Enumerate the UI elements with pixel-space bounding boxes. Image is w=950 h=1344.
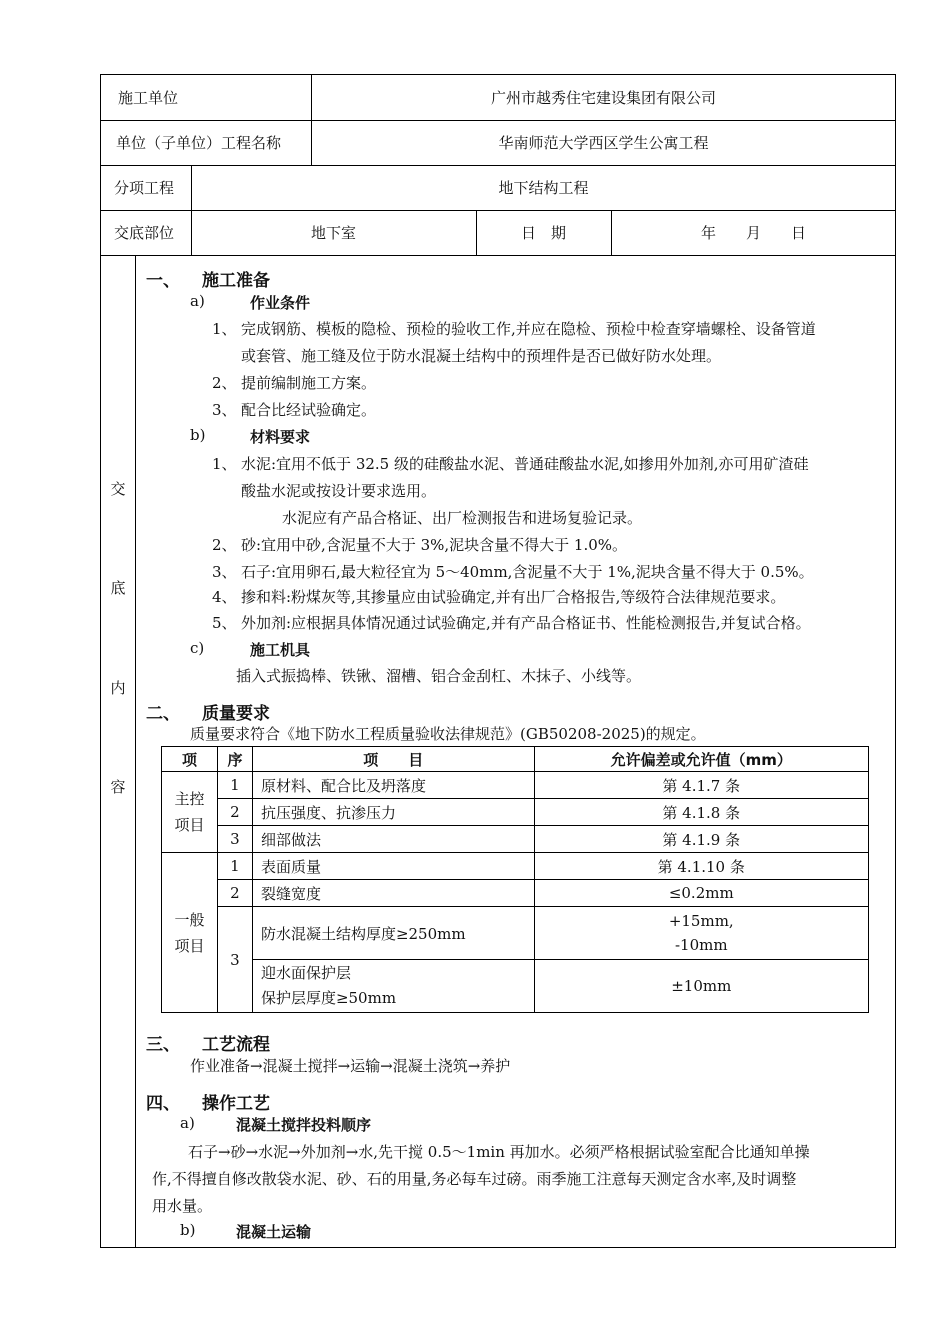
list-number: 3、 [212,563,237,581]
subsection-title: 混凝土运输 [236,1223,312,1241]
value-line: -10mm [674,936,728,954]
group-cell-general: 一般项目 [162,853,218,1013]
table-header-cell: 项 目 [252,747,534,772]
seq-cell: 3 [217,826,252,853]
item-cell: 表面质量 [252,853,534,880]
date-value: 年 月 日 [700,224,806,242]
seq-cell: 3 [217,907,252,1013]
location-label: 交底部位 [114,224,175,242]
side-label-char: 底 [110,579,126,597]
list-number: 1、 [212,455,237,473]
list-item: 完成钢筋、模板的隐检、预检的验收工作,并应在隐检、预检中检查穿墙螺栓、设备管道 [241,320,816,338]
section-number: 三、 [146,1035,180,1055]
seq-cell: 2 [217,799,252,826]
list-item-continuation: 酸盐水泥或按设计要求选用。 [241,482,437,500]
subsection-title: 作业条件 [250,294,311,312]
list-item: 配合比经试验确定。 [241,401,377,419]
subsection-title: 施工机具 [250,641,311,659]
sub-item-value: 地下结构工程 [498,179,589,197]
list-item: 提前编制施工方案。 [241,374,377,392]
location-value: 地下室 [310,224,356,242]
list-number: 2、 [212,536,237,554]
table-row [162,772,869,799]
side-label-char: 交 [110,480,126,498]
paragraph-line: 用水量。 [152,1197,213,1215]
list-item: 石子:宜用卵石,最大粒径宜为 5～40mm,含泥量不大于 1%,泥块含量不得大于 0.5%。 [241,563,814,581]
item-cell: 细部做法 [252,826,534,853]
value-cell: 第 4.1.8 条 [534,799,868,826]
subsection-label: a) [190,292,205,310]
table-header-row [162,747,869,772]
section-number: 二、 [146,704,180,724]
item-cell: 防水混凝土结构厚度≥250mm [252,907,534,960]
seq-cell: 2 [217,880,252,907]
group-cell-main: 主控项目 [162,772,218,853]
value-cell: ≤0.2mm [534,880,868,907]
list-number: 1、 [212,320,237,338]
table-row [162,799,869,826]
item-line: 迎水面保护层 [260,964,351,982]
construction-unit-value: 广州市越秀住宅建设集团有限公司 [490,88,716,107]
section-title: 操作工艺 [202,1094,270,1114]
section-title: 质量要求 [202,704,270,724]
seq-cell: 1 [217,772,252,799]
table-row [162,853,869,880]
list-item-note: 水泥应有产品合格证、出厂检测报告和进场复验记录。 [282,509,643,527]
quality-table [161,746,869,1013]
subsection-label: b) [190,426,206,444]
section-number: 四、 [146,1094,180,1114]
list-number: 3、 [212,401,237,419]
side-label-char: 容 [110,778,126,796]
value-cell: 第 4.1.9 条 [534,826,868,853]
table-header-cell: 序 [217,747,252,772]
list-item-continuation: 或套管、施工缝及位于防水混凝土结构中的预埋件是否已做好防水处理。 [241,347,722,365]
project-name-label: 单位（子单位）工程名称 [116,134,282,152]
paragraph-line: 作,不得擅自修改散袋水泥、砂、石的用量,务必每车过磅。雨季施工注意每天测定含水率,及时调整 [152,1170,797,1188]
section-title: 工艺流程 [202,1035,270,1055]
subsection-label: c) [190,639,205,657]
list-item: 外加剂:应根据具体情况通过试验确定,并有产品合格证书、性能检测报告,并复试合格。 [241,614,811,632]
table-row [162,880,869,907]
subsection-label: a) [180,1114,195,1132]
project-name-value: 华南师范大学西区学生公寓工程 [498,134,709,152]
item-cell: 抗压强度、抗渗压力 [252,799,534,826]
value-line: +15mm, [668,912,734,930]
item-cell [252,960,534,1013]
item-line: 保护层厚度≥50mm [260,989,397,1007]
table-row [162,960,869,1013]
date-label: 日 期 [520,224,566,242]
subsection-title: 材料要求 [250,428,311,446]
value-cell: 第 4.1.10 条 [534,853,868,880]
paragraph-line: 石子→砂→水泥→外加剂→水,先干搅 0.5～1min 再加水。必须严格根据试验室配合比通知单操 [188,1143,810,1161]
sub-item-label: 分项工程 [114,179,175,197]
process-flow: 作业准备→混凝土搅拌→运输→混凝土浇筑→养护 [190,1057,511,1075]
table-row [162,826,869,853]
list-item: 砂:宜用中砂,含泥量不大于 3%,泥块含量不得大于 1.0%。 [241,536,628,554]
subsection-label: b) [180,1221,196,1239]
list-item: 水泥:宜用不低于 32.5 级的硅酸盐水泥、普通硅酸盐水泥,如掺用外加剂,亦可用矿渣硅 [241,455,809,473]
value-cell [534,907,868,960]
section-title: 施工准备 [202,271,270,291]
list-number: 2、 [212,374,237,392]
grid-line [135,255,136,1248]
quality-intro: 质量要求符合《地下防水工程质量验收法律规范》(GB50208-2025)的规定。 [190,725,706,743]
grid-line [100,255,896,256]
list-number: 5、 [212,614,237,632]
list-number: 4、 [212,588,237,606]
section-number: 一、 [146,271,180,291]
seq-cell: 1 [217,853,252,880]
item-cell: 裂缝宽度 [252,880,534,907]
subsection-title: 混凝土搅拌投料顺序 [236,1116,372,1134]
item-cell: 原材料、配合比及坍落度 [252,772,534,799]
side-label-char: 内 [110,679,126,697]
table-row [162,907,869,960]
table-header-cell: 允许偏差或允许值（mm） [534,747,868,772]
construction-unit-label: 施工单位 [118,88,179,107]
tools-text: 插入式振捣棒、铁锹、溜槽、铝合金刮杠、木抹子、小线等。 [236,667,642,685]
value-cell: ±10mm [534,960,868,1013]
list-item: 掺和料:粉煤灰等,其掺量应由试验确定,并有出厂合格报告,等级符合法律规范要求。 [241,588,786,606]
table-header-cell: 项 [162,747,218,772]
value-cell: 第 4.1.7 条 [534,772,868,799]
